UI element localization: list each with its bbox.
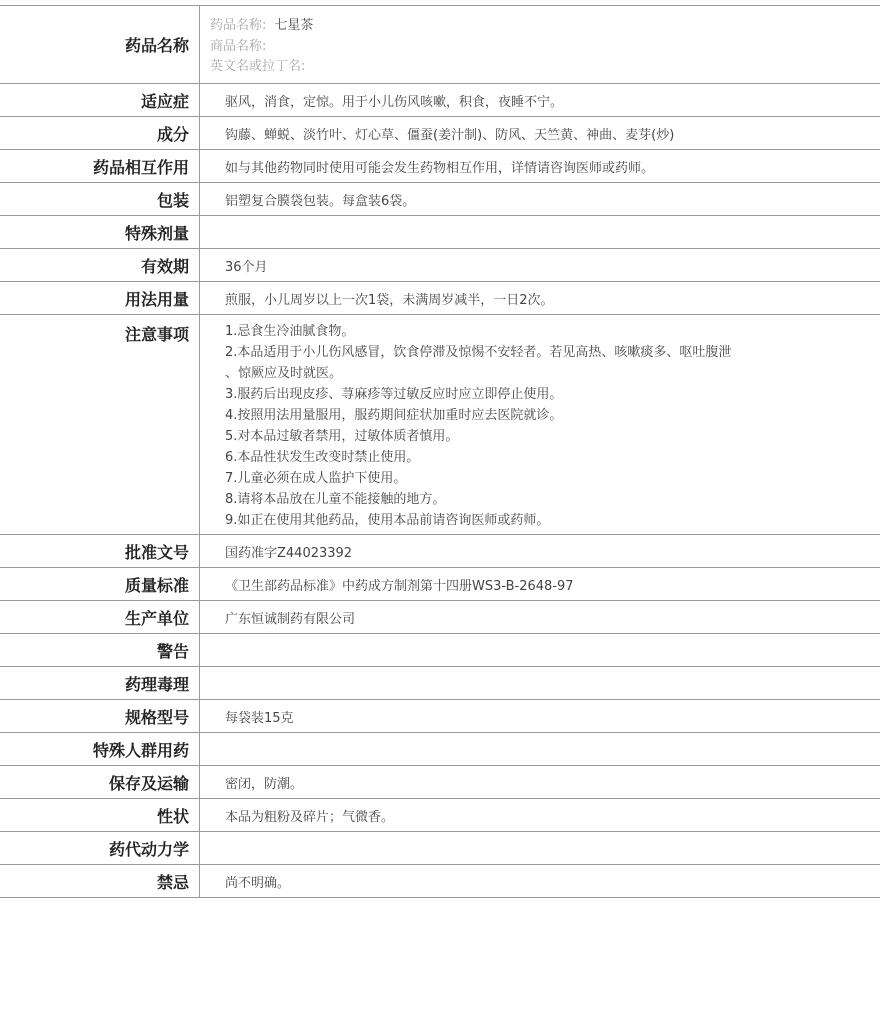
precaution-line: 、惊厥应及时就医。 <box>225 366 343 381</box>
generic-name-value: 七星茶 <box>274 18 314 33</box>
drug-info-table <box>0 5 880 898</box>
row-indications <box>0 84 880 117</box>
row-label: 禁忌 <box>0 865 200 897</box>
row-label: 批准文号 <box>0 535 200 567</box>
row-label: 质量标准 <box>0 568 200 600</box>
row-special-populations <box>0 733 880 766</box>
row-manufacturer <box>0 601 880 634</box>
precaution-line: 3.服药后出现皮疹、荨麻疹等过敏反应时应立即停止使用。 <box>225 387 563 402</box>
row-label: 适应症 <box>0 84 200 116</box>
precautions-list <box>200 315 880 534</box>
english-name-line <box>210 57 305 78</box>
english-name-label: 英文名或拉丁名: <box>210 59 306 74</box>
precaution-line: 7.儿童必须在成人监护下使用。 <box>225 471 407 486</box>
row-value <box>200 634 880 666</box>
generic-name-line <box>210 16 313 37</box>
row-value <box>200 733 880 765</box>
generic-name-label: 药品名称: <box>210 18 267 33</box>
row-value: 钩藤、蝉蜕、淡竹叶、灯心草、僵蚕(姜汁制)、防风、天竺黄、神曲、麦芽(炒) <box>225 127 675 143</box>
row-pharmacology <box>0 667 880 700</box>
row-label: 注意事项 <box>0 315 200 534</box>
precaution-line: 4.按照用法用量服用，服药期间症状加重时应去医院就诊。 <box>225 408 563 423</box>
row-label: 生产单位 <box>0 601 200 633</box>
row-ingredients <box>0 117 880 150</box>
row-label: 性状 <box>0 799 200 831</box>
precaution-line: 6.本品性状发生改变时禁止使用。 <box>225 450 420 465</box>
row-warning <box>0 634 880 667</box>
row-drug-name <box>0 6 880 84</box>
row-contraindications <box>0 865 880 898</box>
row-label: 特殊人群用药 <box>0 733 200 765</box>
row-value: 铝塑复合膜袋包装。每盒装6袋。 <box>225 193 416 209</box>
row-precautions <box>0 315 880 535</box>
row-label: 药代动力学 <box>0 832 200 864</box>
row-label: 特殊剂量 <box>0 216 200 248</box>
row-label: 药品相互作用 <box>0 150 200 182</box>
row-value: 如与其他药物同时使用可能会发生药物相互作用，详情请咨询医师或药师。 <box>225 160 655 176</box>
row-value: 《卫生部药品标准》中药成方制剂第十四册WS3-B-2648-97 <box>225 578 574 594</box>
row-interactions <box>0 150 880 183</box>
row-value <box>200 216 880 248</box>
drug-name-values <box>200 6 880 83</box>
row-label: 包装 <box>0 183 200 215</box>
row-storage <box>0 766 880 799</box>
row-label: 警告 <box>0 634 200 666</box>
row-label: 保存及运输 <box>0 766 200 798</box>
row-appearance <box>0 799 880 832</box>
row-packaging <box>0 183 880 216</box>
row-shelf-life <box>0 249 880 282</box>
row-label: 规格型号 <box>0 700 200 732</box>
row-value: 36个月 <box>225 259 268 275</box>
row-pharmacokinetics <box>0 832 880 865</box>
precaution-line: 5.对本品过敏者禁用，过敏体质者慎用。 <box>225 429 459 444</box>
precaution-line: 8.请将本品放在儿童不能接触的地方。 <box>225 492 446 507</box>
precaution-line: 9.如正在使用其他药品，使用本品前请咨询医师或药师。 <box>225 513 550 528</box>
row-value: 广东恒诚制药有限公司 <box>225 611 356 627</box>
row-special-dosage <box>0 216 880 249</box>
row-value: 尚不明确。 <box>225 875 291 891</box>
row-quality-standard <box>0 568 880 601</box>
row-value: 密闭，防潮。 <box>225 776 304 792</box>
row-value: 每袋装15克 <box>225 710 294 726</box>
row-value: 本品为粗粉及碎片；气微香。 <box>225 809 395 825</box>
row-label: 药品名称 <box>0 6 200 83</box>
row-value: 国药准字Z44023392 <box>225 545 353 561</box>
row-value <box>200 667 880 699</box>
row-label: 成分 <box>0 117 200 149</box>
row-label: 用法用量 <box>0 282 200 314</box>
precaution-line: 2.本品适用于小儿伤风感冒，饮食停滞及惊惕不安轻者。若见高热、咳嗽痰多、呕吐腹泄 <box>225 345 732 360</box>
row-label: 有效期 <box>0 249 200 281</box>
row-value: 煎服，小儿周岁以上一次1袋，未满周岁减半，一日2次。 <box>225 292 554 308</box>
row-usage-dosage <box>0 282 880 315</box>
trade-name-label: 商品名称: <box>210 38 267 54</box>
row-value: 驱风，消食，定惊。用于小儿伤风咳嗽，积食，夜睡不宁。 <box>225 94 564 110</box>
row-specification <box>0 700 880 733</box>
row-value <box>200 832 880 864</box>
trade-name-line <box>210 37 266 58</box>
row-approval-number <box>0 535 880 568</box>
row-label: 药理毒理 <box>0 667 200 699</box>
precaution-line: 1.忌食生冷油腻食物。 <box>225 324 355 339</box>
